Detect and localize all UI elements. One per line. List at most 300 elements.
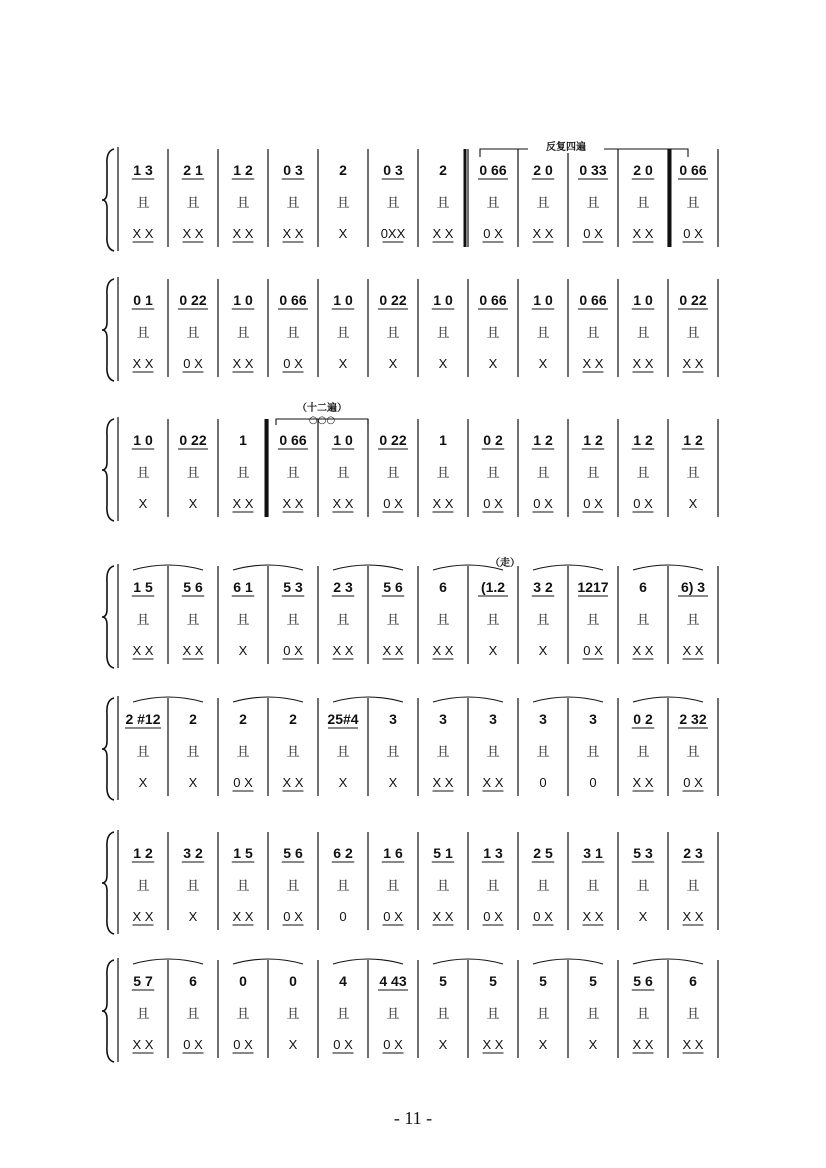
melody-notes: 1 0 bbox=[133, 432, 153, 448]
melody-notes: 1 5 bbox=[133, 579, 153, 595]
percussion-symbol: 且 bbox=[386, 745, 400, 760]
percussion-symbol: 且 bbox=[136, 879, 150, 894]
rhythm-strokes: 0 X bbox=[583, 226, 603, 241]
rhythm-strokes: X X bbox=[432, 775, 454, 790]
percussion-symbol: 且 bbox=[236, 745, 250, 760]
measure bbox=[482, 845, 505, 925]
measure bbox=[578, 162, 608, 242]
rhythm-strokes: X bbox=[338, 356, 348, 371]
percussion-symbol: 且 bbox=[586, 326, 600, 341]
percussion-symbol: 且 bbox=[636, 745, 650, 760]
rhythm-strokes: X X bbox=[232, 496, 254, 511]
melody-notes: 6 2 bbox=[333, 845, 353, 861]
measure bbox=[382, 845, 405, 925]
melody-notes: 1 5 bbox=[233, 845, 253, 861]
percussion-symbol: 且 bbox=[586, 613, 600, 628]
measure bbox=[682, 432, 705, 511]
rhythm-strokes: 0 bbox=[539, 775, 547, 790]
measure bbox=[483, 973, 504, 1053]
melody-notes: 2 5 bbox=[533, 845, 553, 861]
melody-notes: 1 2 bbox=[633, 432, 653, 448]
rhythm-strokes: 0 X bbox=[333, 1037, 353, 1052]
percussion-symbol: 且 bbox=[386, 466, 400, 481]
percussion-symbol: 且 bbox=[236, 613, 250, 628]
percussion-symbol: 且 bbox=[686, 196, 700, 211]
measure bbox=[586, 711, 599, 790]
svg-text:○○○: ○○○ bbox=[308, 415, 336, 426]
rhythm-strokes: 0 X bbox=[483, 909, 503, 924]
melody-notes: 5 7 bbox=[133, 973, 153, 989]
measure bbox=[632, 973, 655, 1053]
measure bbox=[132, 845, 155, 925]
rhythm-strokes: X X bbox=[182, 643, 204, 658]
percussion-symbol: 且 bbox=[486, 745, 500, 760]
percussion-symbol: 且 bbox=[586, 745, 600, 760]
measure bbox=[232, 162, 255, 242]
percussion-symbol: 且 bbox=[286, 745, 300, 760]
measure bbox=[278, 292, 308, 372]
measure bbox=[125, 711, 161, 790]
melody-notes: 5 6 bbox=[283, 845, 303, 861]
melody-notes: 1 2 bbox=[133, 845, 153, 861]
melody-notes: 0 2 bbox=[483, 432, 503, 448]
measure bbox=[532, 579, 555, 658]
measure bbox=[532, 845, 555, 925]
percussion-symbol: 且 bbox=[636, 613, 650, 628]
rhythm-strokes: X X bbox=[632, 356, 654, 371]
rhythm-strokes: 0 bbox=[339, 909, 347, 924]
rhythm-strokes: X bbox=[188, 775, 198, 790]
rhythm-strokes: 0 X bbox=[483, 496, 503, 511]
measure bbox=[436, 973, 449, 1052]
melody-notes: 2 0 bbox=[633, 162, 653, 178]
measure bbox=[232, 845, 255, 925]
rhythm-strokes: 0 X bbox=[383, 909, 403, 924]
melody-notes: 1 6 bbox=[383, 845, 403, 861]
measure bbox=[183, 973, 204, 1053]
percussion-symbol: 且 bbox=[686, 613, 700, 628]
measure bbox=[578, 292, 608, 372]
melody-notes: 2 3 bbox=[683, 845, 703, 861]
rhythm-strokes: X bbox=[438, 356, 448, 371]
rhythm-strokes: X X bbox=[432, 496, 454, 511]
percussion-symbol: 且 bbox=[486, 326, 500, 341]
melody-notes: 3 2 bbox=[533, 579, 553, 595]
percussion-symbol: 且 bbox=[436, 1007, 450, 1022]
measure bbox=[536, 973, 549, 1052]
measure bbox=[582, 432, 605, 512]
rhythm-strokes: 0 X bbox=[583, 496, 603, 511]
measure bbox=[178, 432, 208, 511]
percussion-symbol: 且 bbox=[486, 466, 500, 481]
melody-notes: 0 66 bbox=[279, 292, 307, 308]
system bbox=[102, 147, 718, 251]
melody-notes: 0 1 bbox=[133, 292, 153, 308]
rhythm-strokes: X bbox=[338, 775, 348, 790]
measure bbox=[632, 845, 655, 924]
rhythm-strokes: X bbox=[238, 643, 248, 658]
rhythm-strokes: X X bbox=[632, 226, 654, 241]
rhythm-strokes: 0 X bbox=[233, 1037, 253, 1052]
rhythm-strokes: 0 X bbox=[183, 1037, 203, 1052]
rhythm-strokes: X X bbox=[382, 643, 404, 658]
percussion-symbol: 且 bbox=[686, 879, 700, 894]
melody-notes: 1 bbox=[439, 432, 447, 448]
percussion-symbol: 且 bbox=[186, 745, 200, 760]
percussion-symbol: 且 bbox=[536, 466, 550, 481]
rhythm-strokes: X bbox=[388, 356, 398, 371]
melody-notes: 5 6 bbox=[183, 579, 203, 595]
percussion-symbol: 且 bbox=[136, 1007, 150, 1022]
percussion-symbol: 且 bbox=[536, 1007, 550, 1022]
measure bbox=[378, 432, 408, 512]
measure bbox=[132, 292, 155, 372]
measure bbox=[432, 292, 455, 371]
melody-notes: 1 2 bbox=[533, 432, 553, 448]
rhythm-strokes: X bbox=[538, 356, 548, 371]
percussion-symbol: 且 bbox=[586, 196, 600, 211]
melody-notes: 6 bbox=[639, 579, 647, 595]
percussion-symbol: 且 bbox=[686, 745, 700, 760]
melody-notes: 5 6 bbox=[633, 973, 653, 989]
percussion-symbol: 且 bbox=[386, 613, 400, 628]
melody-notes: 3 bbox=[589, 711, 597, 727]
percussion-symbol: 且 bbox=[386, 196, 400, 211]
percussion-symbol: 且 bbox=[636, 326, 650, 341]
measure bbox=[478, 162, 508, 242]
measure bbox=[327, 711, 358, 790]
melody-notes: 6 bbox=[189, 973, 197, 989]
percussion-symbol: 且 bbox=[186, 326, 200, 341]
melody-notes: 3 bbox=[489, 711, 497, 727]
system bbox=[102, 830, 718, 934]
percussion-symbol: 且 bbox=[236, 326, 250, 341]
measure bbox=[632, 292, 655, 372]
melody-notes: 1 2 bbox=[683, 432, 703, 448]
measure bbox=[333, 973, 354, 1053]
system-brace bbox=[102, 149, 114, 251]
melody-notes: 2 bbox=[239, 711, 247, 727]
percussion-symbol: 且 bbox=[136, 196, 150, 211]
rhythm-strokes: X X bbox=[232, 356, 254, 371]
percussion-symbol: 且 bbox=[386, 1007, 400, 1022]
melody-notes: 3 2 bbox=[183, 845, 203, 861]
measure bbox=[182, 162, 205, 242]
percussion-symbol: 且 bbox=[436, 879, 450, 894]
melody-notes: 0 22 bbox=[379, 292, 407, 308]
measure bbox=[233, 711, 254, 791]
rhythm-strokes: 0 X bbox=[533, 496, 553, 511]
measure bbox=[678, 579, 708, 659]
repeat-annotation bbox=[480, 139, 688, 157]
measure bbox=[283, 711, 304, 791]
percussion-symbol: 且 bbox=[636, 466, 650, 481]
measure bbox=[433, 579, 454, 659]
measure bbox=[632, 711, 655, 791]
percussion-symbol: 且 bbox=[536, 613, 550, 628]
rhythm-strokes: 0 X bbox=[283, 909, 303, 924]
percussion-symbol: 且 bbox=[486, 196, 500, 211]
rhythm-strokes: X X bbox=[182, 226, 204, 241]
system bbox=[102, 696, 718, 800]
rhythm-strokes: 0 X bbox=[633, 496, 653, 511]
rhythm-strokes: X bbox=[188, 496, 198, 511]
rhythm-strokes: X bbox=[338, 226, 348, 241]
melody-notes: 0 66 bbox=[479, 162, 507, 178]
percussion-symbol: 且 bbox=[336, 1007, 350, 1022]
rhythm-strokes: X bbox=[288, 1037, 298, 1052]
measure bbox=[282, 162, 305, 242]
measure bbox=[286, 973, 299, 1052]
melody-notes: 1 0 bbox=[533, 292, 553, 308]
twelve-times-annotation bbox=[276, 401, 368, 426]
rhythm-strokes: X X bbox=[232, 909, 254, 924]
melody-notes: 5 bbox=[539, 973, 547, 989]
rhythm-strokes: X X bbox=[632, 643, 654, 658]
melody-notes: 4 43 bbox=[379, 973, 407, 989]
melody-notes: 2 bbox=[439, 162, 447, 178]
percussion-symbol: 且 bbox=[536, 745, 550, 760]
melody-notes: 0 66 bbox=[679, 162, 707, 178]
measure bbox=[278, 432, 308, 512]
melody-notes: 0 33 bbox=[579, 162, 607, 178]
melody-notes: (1.2 bbox=[480, 579, 506, 595]
measure bbox=[282, 579, 305, 659]
percussion-symbol: 且 bbox=[336, 745, 350, 760]
melody-notes: 1 0 bbox=[433, 292, 453, 308]
melody-notes: 0 bbox=[239, 973, 247, 989]
rhythm-strokes: X bbox=[138, 775, 148, 790]
measure bbox=[633, 579, 654, 659]
melody-notes: 6 bbox=[439, 579, 447, 595]
rhythm-strokes: X X bbox=[282, 775, 304, 790]
melody-notes: 6) 3 bbox=[680, 579, 706, 595]
percussion-symbol: 且 bbox=[286, 879, 300, 894]
percussion-symbol: 且 bbox=[336, 466, 350, 481]
rhythm-strokes: 0 bbox=[589, 775, 597, 790]
rhythm-strokes: X X bbox=[282, 226, 304, 241]
measure bbox=[482, 432, 505, 512]
melody-notes: 5 6 bbox=[383, 579, 403, 595]
measure bbox=[381, 162, 406, 242]
system-brace bbox=[102, 832, 114, 934]
melody-notes: 0 66 bbox=[279, 432, 307, 448]
rhythm-strokes: X X bbox=[332, 496, 354, 511]
percussion-symbol: 且 bbox=[536, 196, 550, 211]
measure bbox=[433, 432, 454, 512]
measure bbox=[233, 432, 254, 512]
rhythm-strokes: X X bbox=[482, 775, 504, 790]
rhythm-strokes: X bbox=[688, 496, 698, 511]
measure bbox=[332, 845, 355, 924]
melody-notes: 1 3 bbox=[133, 162, 153, 178]
rhythm-strokes: X X bbox=[682, 356, 704, 371]
measure bbox=[332, 579, 355, 659]
measure bbox=[232, 292, 255, 372]
percussion-symbol: 且 bbox=[436, 466, 450, 481]
rhythm-strokes: X X bbox=[132, 356, 154, 371]
melody-notes: 1217 bbox=[577, 579, 609, 595]
percussion-symbol: 且 bbox=[136, 326, 150, 341]
measure bbox=[282, 845, 305, 925]
measure bbox=[683, 973, 704, 1053]
measure bbox=[532, 292, 555, 371]
melody-notes: 2 3 bbox=[333, 579, 353, 595]
percussion-symbol: 且 bbox=[236, 466, 250, 481]
twelve-times-label: （十二遍） bbox=[297, 403, 347, 414]
percussion-symbol: 且 bbox=[386, 879, 400, 894]
percussion-symbol: 且 bbox=[236, 1007, 250, 1022]
rhythm-strokes: X X bbox=[482, 1037, 504, 1052]
percussion-symbol: 且 bbox=[186, 196, 200, 211]
melody-notes: 2 bbox=[339, 162, 347, 178]
percussion-symbol: 且 bbox=[136, 466, 150, 481]
percussion-symbol: 且 bbox=[386, 326, 400, 341]
measure bbox=[532, 432, 555, 512]
rhythm-strokes: X bbox=[138, 496, 148, 511]
system-brace bbox=[102, 698, 114, 800]
measure bbox=[378, 292, 408, 371]
melody-notes: 6 1 bbox=[233, 579, 253, 595]
melody-notes: 1 2 bbox=[233, 162, 253, 178]
percussion-symbol: 且 bbox=[636, 1007, 650, 1022]
rhythm-strokes: X bbox=[638, 909, 648, 924]
system-brace bbox=[102, 279, 114, 381]
melody-notes: 2 #12 bbox=[125, 711, 161, 727]
percussion-symbol: 且 bbox=[186, 613, 200, 628]
rhythm-strokes: 0 X bbox=[583, 643, 603, 658]
percussion-symbol: 且 bbox=[586, 1007, 600, 1022]
rhythm-strokes: X X bbox=[232, 226, 254, 241]
measure bbox=[232, 579, 255, 658]
measure bbox=[132, 973, 155, 1053]
melody-notes: 0 22 bbox=[679, 292, 707, 308]
measure bbox=[478, 579, 508, 658]
percussion-symbol: 且 bbox=[636, 879, 650, 894]
rhythm-strokes: X bbox=[488, 356, 498, 371]
percussion-symbol: 且 bbox=[436, 326, 450, 341]
rhythm-strokes: 0 X bbox=[383, 496, 403, 511]
melody-notes: 0 66 bbox=[479, 292, 507, 308]
measure bbox=[332, 292, 355, 371]
melody-notes: 1 bbox=[239, 432, 247, 448]
percussion-symbol: 且 bbox=[436, 745, 450, 760]
measure bbox=[178, 292, 208, 372]
percussion-symbol: 且 bbox=[336, 326, 350, 341]
system-brace bbox=[102, 960, 114, 1062]
rhythm-strokes: X bbox=[538, 643, 548, 658]
rhythm-strokes: X X bbox=[582, 909, 604, 924]
measure bbox=[682, 845, 705, 925]
percussion-symbol: 且 bbox=[286, 1007, 300, 1022]
melody-notes: 2 bbox=[289, 711, 297, 727]
percussion-symbol: 且 bbox=[136, 613, 150, 628]
melody-notes: 3 bbox=[389, 711, 397, 727]
page-number: - 11 - bbox=[393, 1108, 433, 1128]
percussion-symbol: 且 bbox=[286, 196, 300, 211]
measure bbox=[182, 845, 205, 924]
melody-notes: 0 3 bbox=[283, 162, 303, 178]
melody-notes: 5 3 bbox=[633, 845, 653, 861]
percussion-symbol: 且 bbox=[436, 613, 450, 628]
zou-label: （走） bbox=[490, 558, 520, 569]
rhythm-strokes: X X bbox=[132, 226, 154, 241]
measure bbox=[678, 711, 708, 791]
rhythm-strokes: 0 X bbox=[233, 775, 253, 790]
measure bbox=[632, 432, 655, 512]
percussion-symbol: 且 bbox=[336, 196, 350, 211]
rhythm-strokes: X X bbox=[332, 643, 354, 658]
rhythm-strokes: 0XX bbox=[380, 226, 406, 241]
rhythm-strokes: X bbox=[438, 1037, 448, 1052]
melody-notes: 1 0 bbox=[233, 292, 253, 308]
melody-notes: 5 bbox=[589, 973, 597, 989]
measure bbox=[678, 162, 708, 242]
score-systems bbox=[102, 147, 718, 1062]
measure bbox=[332, 432, 355, 512]
percussion-symbol: 且 bbox=[686, 326, 700, 341]
percussion-symbol: 且 bbox=[636, 196, 650, 211]
system bbox=[102, 277, 718, 381]
melody-notes: 5 bbox=[439, 973, 447, 989]
measure bbox=[632, 162, 655, 242]
measure bbox=[233, 973, 254, 1053]
measure bbox=[132, 162, 155, 242]
measure bbox=[186, 711, 199, 790]
percussion-symbol: 且 bbox=[486, 879, 500, 894]
melody-notes: 0 22 bbox=[179, 292, 207, 308]
melody-notes: 3 1 bbox=[583, 845, 603, 861]
melody-notes: 5 3 bbox=[283, 579, 303, 595]
melody-notes: 2 32 bbox=[679, 711, 707, 727]
melody-notes: 1 2 bbox=[583, 432, 603, 448]
measure bbox=[586, 973, 599, 1052]
rhythm-strokes: X bbox=[488, 643, 498, 658]
measure bbox=[478, 292, 508, 371]
rhythm-strokes: X X bbox=[682, 909, 704, 924]
melody-notes: 1 0 bbox=[333, 432, 353, 448]
percussion-symbol: 且 bbox=[286, 326, 300, 341]
measure bbox=[378, 973, 408, 1053]
rhythm-strokes: X X bbox=[132, 1037, 154, 1052]
percussion-symbol: 且 bbox=[286, 613, 300, 628]
melody-notes: 1 0 bbox=[633, 292, 653, 308]
measure bbox=[433, 162, 454, 242]
measure bbox=[182, 579, 205, 659]
melody-notes: 0 2 bbox=[633, 711, 653, 727]
percussion-symbol: 且 bbox=[186, 1007, 200, 1022]
measure bbox=[678, 292, 708, 372]
melody-notes: 1 0 bbox=[333, 292, 353, 308]
percussion-symbol: 且 bbox=[186, 466, 200, 481]
melody-notes: 5 bbox=[489, 973, 497, 989]
melody-notes: 0 22 bbox=[179, 432, 207, 448]
melody-notes: 4 bbox=[339, 973, 347, 989]
rhythm-strokes: 0 X bbox=[533, 909, 553, 924]
rhythm-strokes: 0 X bbox=[683, 775, 703, 790]
percussion-symbol: 且 bbox=[436, 196, 450, 211]
rhythm-strokes: 0 X bbox=[283, 643, 303, 658]
percussion-symbol: 且 bbox=[686, 466, 700, 481]
measure bbox=[132, 432, 155, 511]
rhythm-strokes: X bbox=[538, 1037, 548, 1052]
rhythm-strokes: X X bbox=[282, 496, 304, 511]
system bbox=[102, 564, 718, 668]
rhythm-strokes: X X bbox=[632, 1037, 654, 1052]
rhythm-strokes: X X bbox=[682, 1037, 704, 1052]
rhythm-strokes: X X bbox=[432, 226, 454, 241]
measure bbox=[483, 711, 504, 791]
